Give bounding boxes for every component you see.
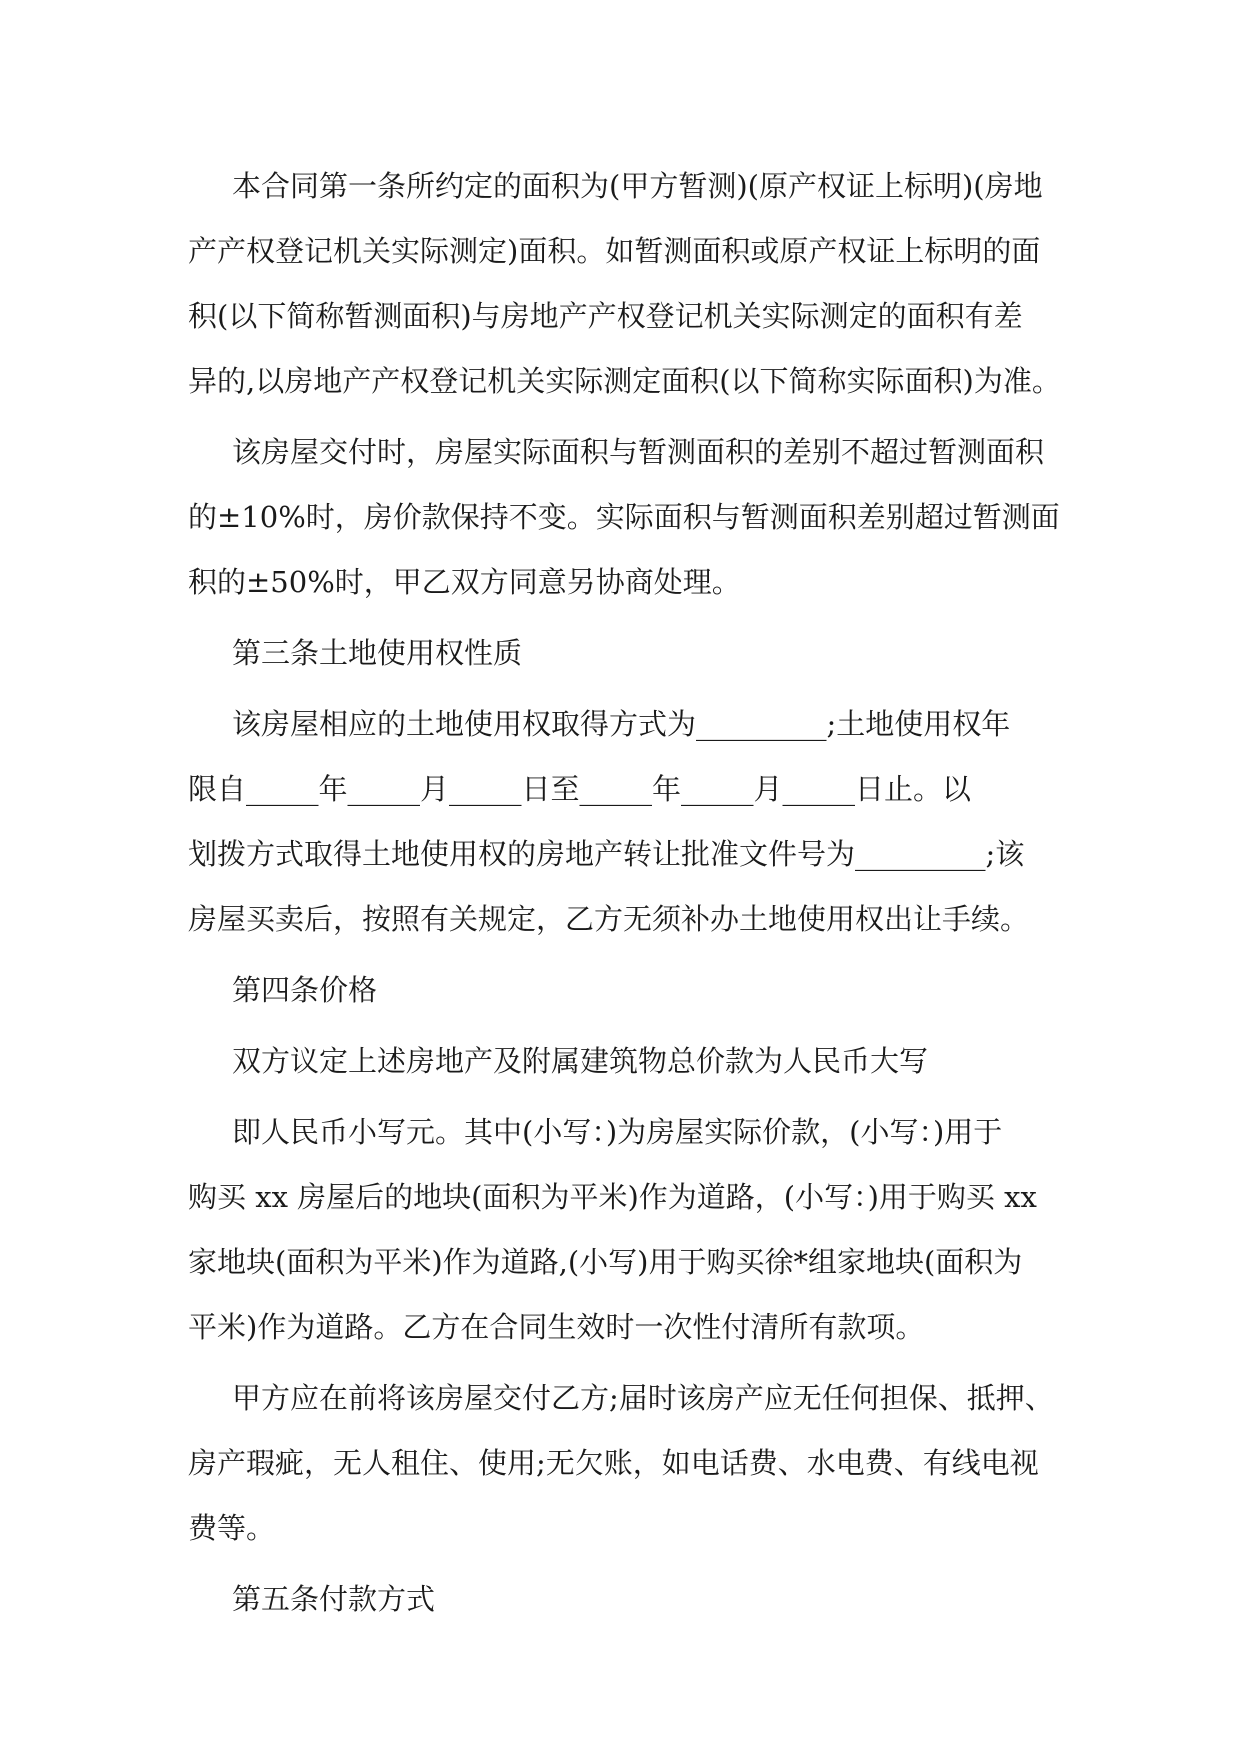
article-3-heading: [188, 621, 1058, 686]
document-body: [188, 154, 1061, 1638]
text-line: 本合同第一条所约定的面积为(甲方暂测)(原产权证上标明)(房地: [232, 169, 1043, 203]
section-heading: 第五条付款方式: [232, 1582, 436, 1616]
text-line: 该房屋相应的土地使用权取得方式为_________;土地使用权年: [232, 707, 1011, 741]
paragraph-area-agreement: [188, 154, 1061, 414]
text-line: 即人民币小写元。其中(小写：)为房屋实际价款，(小写：)用于: [232, 1115, 1003, 1149]
text-line: 产产权登记机关实际测定)面积。如暂测面积或原产权证上标明的面: [188, 234, 1041, 268]
text-line: 限自_____年_____月_____日至_____年_____月_____日止。以: [188, 772, 972, 806]
article-4-heading: [188, 958, 1058, 1023]
text-line: 家地块(面积为平米)作为道路,(小写)用于购买徐*组家地块(面积为: [188, 1245, 1023, 1279]
paragraph-land-use-rights: [188, 692, 1058, 952]
paragraph-area-difference: [188, 420, 1058, 615]
text-line: 划拨方式取得土地使用权的房地产转让批准文件号为_________;该: [188, 837, 1025, 871]
article-5-heading: [188, 1567, 1058, 1632]
text-line: 房屋买卖后，按照有关规定，乙方无须补办土地使用权出让手续。: [188, 902, 1030, 936]
text-line: 房产瑕疵，无人租住、使用;无欠账，如电话费、水电费、有线电视: [188, 1446, 1039, 1480]
text-line: 费等。: [188, 1511, 276, 1545]
text-line: 积(以下简称暂测面积)与房地产产权登记机关实际测定的面积有差: [188, 299, 1023, 333]
section-heading: 第四条价格: [232, 973, 378, 1007]
paragraph-total-price: [188, 1029, 1058, 1094]
text-line: 购买 xx 房屋后的地块(面积为平米)作为道路，(小写：)用于购买 xx: [188, 1180, 1037, 1214]
text-line: 积的±50%时，甲乙双方同意另协商处理。: [188, 565, 741, 599]
paragraph-delivery-terms: [188, 1366, 1058, 1561]
section-heading: 第三条土地使用权性质: [232, 636, 523, 670]
text-line: 平米)作为道路。乙方在合同生效时一次性付清所有款项。: [188, 1310, 925, 1344]
text-line: 异的,以房地产产权登记机关实际测定面积(以下简称实际面积)为准。: [188, 364, 1061, 398]
text-line: 该房屋交付时，房屋实际面积与暂测面积的差别不超过暂测面积: [232, 435, 1045, 469]
text-line: 双方议定上述房地产及附属建筑物总价款为人民币大写: [232, 1044, 929, 1078]
text-line: 的±10%时，房价款保持不变。实际面积与暂测面积差别超过暂测面: [188, 500, 1060, 534]
paragraph-price-breakdown: [188, 1100, 1058, 1360]
text-line: 甲方应在前将该房屋交付乙方;届时该房产应无任何担保、抵押、: [232, 1381, 1054, 1415]
